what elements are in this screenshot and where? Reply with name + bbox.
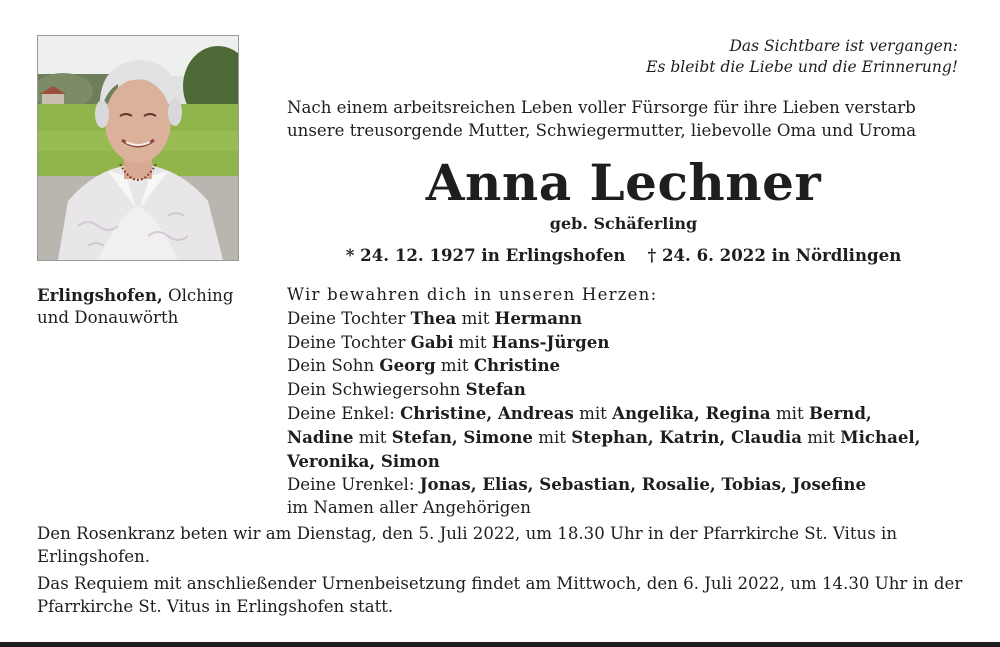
rosary-info: Den Rosenkranz beten wir am Dienstag, den 5. Juli 2022, um 18.30 Uhr in der Pfarrkirche St. Vitus in Erlingshofen. [37, 524, 898, 566]
life-dates [287, 244, 960, 266]
mourner-line: Nadine mit Stefan, Simone mit Stephan, Katrin, Claudia mit Michael, [287, 426, 921, 447]
death-date: † 24. 6. 2022 in Nördlingen [647, 245, 902, 265]
mourners-heading: Wir bewahren dich in unseren Herzen: [287, 285, 658, 304]
mourners-list [287, 284, 920, 520]
mourners-closing: im Namen aller Angehörigen [287, 498, 531, 518]
home-town: Erlingshofen, [37, 285, 163, 305]
mourner-line: Deine Tochter Gabi mit Hans-Jürgen [287, 331, 610, 352]
mourner-line: Deine Tochter Thea mit Hermann [287, 307, 583, 328]
requiem-info: Das Requiem mit anschließender Urnenbeisetzung findet am Mittwoch, den 6. Juli 2022, um 14.30 Uhr in der Pfarrkirche St. Vitus in Erlingshofen statt. [37, 574, 963, 616]
intro-line-1: Nach einem arbeitsreichen Leben voller Fürsorge für ihre Lieben verstarb [287, 98, 916, 117]
deceased-name: Anna Lechner [425, 153, 822, 212]
intro-text [287, 96, 916, 142]
intro-line-2: unsere treusorgende Mutter, Schwiegermutter, liebevolle Oma und Uroma [287, 121, 917, 140]
mourner-line: Veronika, Simon [287, 450, 440, 471]
motto-line-1: Das Sichtbare ist vergangen: [729, 37, 958, 55]
mourner-line: Dein Schwiegersohn Stefan [287, 379, 526, 400]
birth-name: geb. Schäferling [549, 214, 698, 233]
mourner-line: Dein Sohn Georg mit Christine [287, 355, 561, 376]
mourner-line: Deine Urenkel: Jonas, Elias, Sebastian, Rosalie, Tobias, Josefine [287, 474, 867, 495]
places [37, 284, 233, 329]
motto-line-2: Es bleibt die Liebe und die Erinnerung! [646, 58, 958, 76]
portrait-photo [37, 35, 239, 261]
birth-date: * 24. 12. 1927 in Erlingshofen [345, 245, 626, 265]
places-rest: Olching [162, 286, 234, 305]
motto [646, 36, 958, 78]
places-line-2: und Donauwörth [37, 308, 179, 327]
service-info [37, 523, 972, 623]
mourner-line: Deine Enkel: Christine, Andreas mit Angelika, Regina mit Bernd, [287, 402, 872, 423]
